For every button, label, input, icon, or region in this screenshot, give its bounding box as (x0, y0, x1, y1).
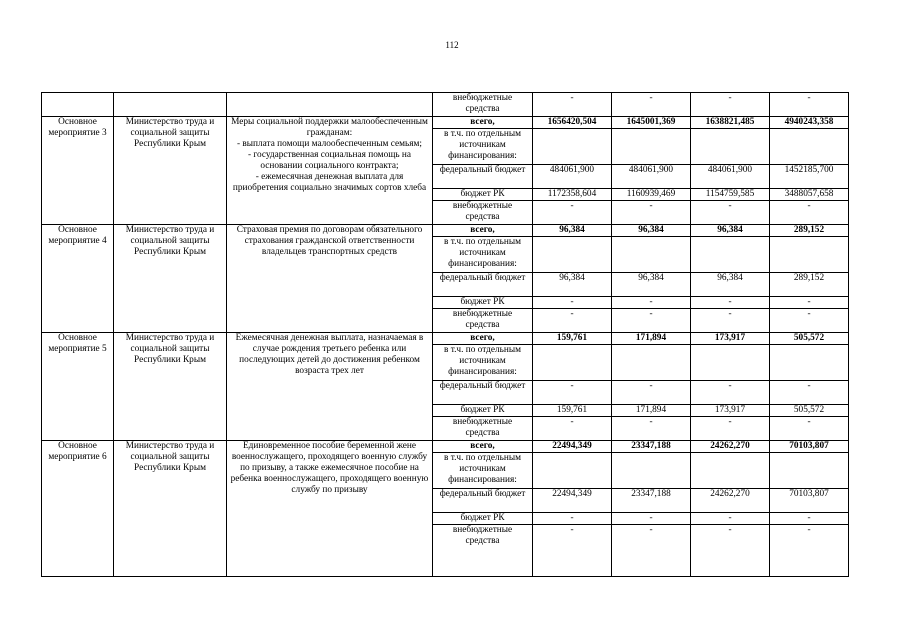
funding-source-cell: федеральный бюджет (433, 273, 533, 297)
value-cell: - (770, 309, 849, 333)
value-cell: - (612, 381, 691, 405)
funding-source-cell: всего, (433, 333, 533, 345)
funding-source-cell: федеральный бюджет (433, 489, 533, 513)
value-cell: - (533, 309, 612, 333)
value-cell: 484061,900 (533, 165, 612, 189)
funding-source-cell: федеральный бюджет (433, 381, 533, 405)
value-cell: 484061,900 (691, 165, 770, 189)
value-cell (691, 345, 770, 381)
table-row (42, 225, 849, 237)
value-cell: 1160939,469 (612, 189, 691, 201)
value-cell: 159,761 (533, 405, 612, 417)
responsible-cell: Министерство труда и социальной защиты Республики Крым (114, 333, 227, 441)
value-cell: - (770, 381, 849, 405)
funding-source-cell: бюджет РК (433, 189, 533, 201)
value-cell: 24262,270 (691, 489, 770, 513)
value-cell: - (533, 93, 612, 117)
value-cell: 24262,270 (691, 441, 770, 453)
funding-source-cell: внебюджетные средства (433, 201, 533, 225)
value-cell (770, 345, 849, 381)
value-cell: 96,384 (691, 273, 770, 297)
value-cell (691, 237, 770, 273)
funding-source-cell: в т.ч. по отдельным источникам финансирования: (433, 129, 533, 165)
value-cell: 1154759,585 (691, 189, 770, 201)
responsible-cell: Министерство труда и социальной защиты Республики Крым (114, 441, 227, 577)
value-cell: 1452185,700 (770, 165, 849, 189)
description-cell: Меры социальной поддержки малообеспеченным гражданам: - выплата помощи малообеспеченным семьям; - государственная социальная помощь на основании социального контракта; - ежемесячная денежная выплата для приобретения социально значимых сортов хлеба (227, 117, 433, 225)
funding-source-cell: всего, (433, 117, 533, 129)
empty-cell (114, 93, 227, 117)
table-row (42, 117, 849, 129)
value-cell: 3488057,658 (770, 189, 849, 201)
value-cell: 1172358,604 (533, 189, 612, 201)
funding-source-cell: бюджет РК (433, 405, 533, 417)
table-row (42, 333, 849, 345)
value-cell: 505,572 (770, 333, 849, 345)
value-cell: - (691, 525, 770, 577)
value-cell (612, 237, 691, 273)
value-cell: - (691, 381, 770, 405)
funding-source-cell: в т.ч. по отдельным источникам финансирования: (433, 453, 533, 489)
value-cell: - (770, 417, 849, 441)
funding-source-cell: бюджет РК (433, 297, 533, 309)
measure-type-cell: Основное мероприятие 3 (42, 117, 114, 225)
value-cell: - (612, 513, 691, 525)
value-cell: - (533, 525, 612, 577)
funding-source-cell: внебюджетные средства (433, 525, 533, 577)
value-cell: - (612, 93, 691, 117)
value-cell: - (770, 513, 849, 525)
value-cell: 96,384 (612, 273, 691, 297)
value-cell: - (770, 93, 849, 117)
empty-cell (42, 93, 114, 117)
value-cell: - (533, 297, 612, 309)
value-cell: 1645001,369 (612, 117, 691, 129)
value-cell: - (612, 201, 691, 225)
value-cell (612, 453, 691, 489)
funding-source-cell: в т.ч. по отдельным источникам финансирования: (433, 237, 533, 273)
funding-source-cell: всего, (433, 441, 533, 453)
table-row (42, 93, 849, 117)
value-cell (770, 129, 849, 165)
value-cell: - (691, 201, 770, 225)
value-cell: 96,384 (533, 225, 612, 237)
measure-type-cell: Основное мероприятие 6 (42, 441, 114, 577)
value-cell: 289,152 (770, 225, 849, 237)
measure-type-cell: Основное мероприятие 5 (42, 333, 114, 441)
value-cell: 70103,807 (770, 441, 849, 453)
value-cell: 96,384 (612, 225, 691, 237)
value-cell: 22494,349 (533, 489, 612, 513)
measure-type-cell: Основное мероприятие 4 (42, 225, 114, 333)
value-cell: - (770, 525, 849, 577)
budget-table-body (42, 93, 849, 577)
value-cell: 22494,349 (533, 441, 612, 453)
value-cell: 484061,900 (612, 165, 691, 189)
empty-cell (227, 93, 433, 117)
value-cell: 1656420,504 (533, 117, 612, 129)
value-cell (691, 129, 770, 165)
value-cell: - (612, 309, 691, 333)
value-cell: 159,761 (533, 333, 612, 345)
value-cell: - (770, 201, 849, 225)
value-cell: 173,917 (691, 333, 770, 345)
funding-source-cell: федеральный бюджет (433, 165, 533, 189)
value-cell: 1638821,485 (691, 117, 770, 129)
value-cell: 171,894 (612, 405, 691, 417)
value-cell: - (612, 417, 691, 441)
value-cell: 505,572 (770, 405, 849, 417)
value-cell: 4940243,358 (770, 117, 849, 129)
value-cell: - (691, 513, 770, 525)
value-cell (770, 237, 849, 273)
value-cell: - (691, 297, 770, 309)
value-cell: - (770, 297, 849, 309)
value-cell: 173,917 (691, 405, 770, 417)
funding-source-cell: всего, (433, 225, 533, 237)
value-cell: 171,894 (612, 333, 691, 345)
value-cell (612, 345, 691, 381)
funding-source-cell: внебюджетные средства (433, 93, 533, 117)
value-cell: - (691, 93, 770, 117)
funding-source-cell: внебюджетные средства (433, 417, 533, 441)
responsible-cell: Министерство труда и социальной защиты Республики Крым (114, 225, 227, 333)
value-cell (533, 453, 612, 489)
value-cell: 289,152 (770, 273, 849, 297)
budget-table (41, 92, 849, 577)
value-cell: 96,384 (533, 273, 612, 297)
value-cell (612, 129, 691, 165)
value-cell: - (533, 381, 612, 405)
value-cell: 23347,188 (612, 441, 691, 453)
page-number: 112 (445, 40, 459, 50)
value-cell: 70103,807 (770, 489, 849, 513)
value-cell: - (691, 309, 770, 333)
value-cell: - (533, 201, 612, 225)
description-cell: Ежемесячная денежная выплата, назначаемая в случае рождения третьего ребенка или последующих детей до достижения ребенком возраста трех лет (227, 333, 433, 441)
value-cell (533, 237, 612, 273)
value-cell: 96,384 (691, 225, 770, 237)
responsible-cell: Министерство труда и социальной защиты Республики Крым (114, 117, 227, 225)
value-cell (533, 129, 612, 165)
description-cell: Страховая премия по договорам обязательного страхования гражданской ответственности владельцев транспортных средств (227, 225, 433, 333)
value-cell (691, 453, 770, 489)
value-cell: - (691, 417, 770, 441)
value-cell (533, 345, 612, 381)
funding-source-cell: внебюджетные средства (433, 309, 533, 333)
description-cell: Единовременное пособие беременной жене военнослужащего, проходящего военную службу по призыву, а также ежемесячное пособие на ребенка военнослужащего, проходящего военную службу по призыву (227, 441, 433, 577)
value-cell: - (612, 525, 691, 577)
table-row (42, 441, 849, 453)
value-cell: - (533, 417, 612, 441)
value-cell: - (533, 513, 612, 525)
funding-source-cell: в т.ч. по отдельным источникам финансирования: (433, 345, 533, 381)
value-cell: - (612, 297, 691, 309)
funding-source-cell: бюджет РК (433, 513, 533, 525)
value-cell: 23347,188 (612, 489, 691, 513)
value-cell (770, 453, 849, 489)
